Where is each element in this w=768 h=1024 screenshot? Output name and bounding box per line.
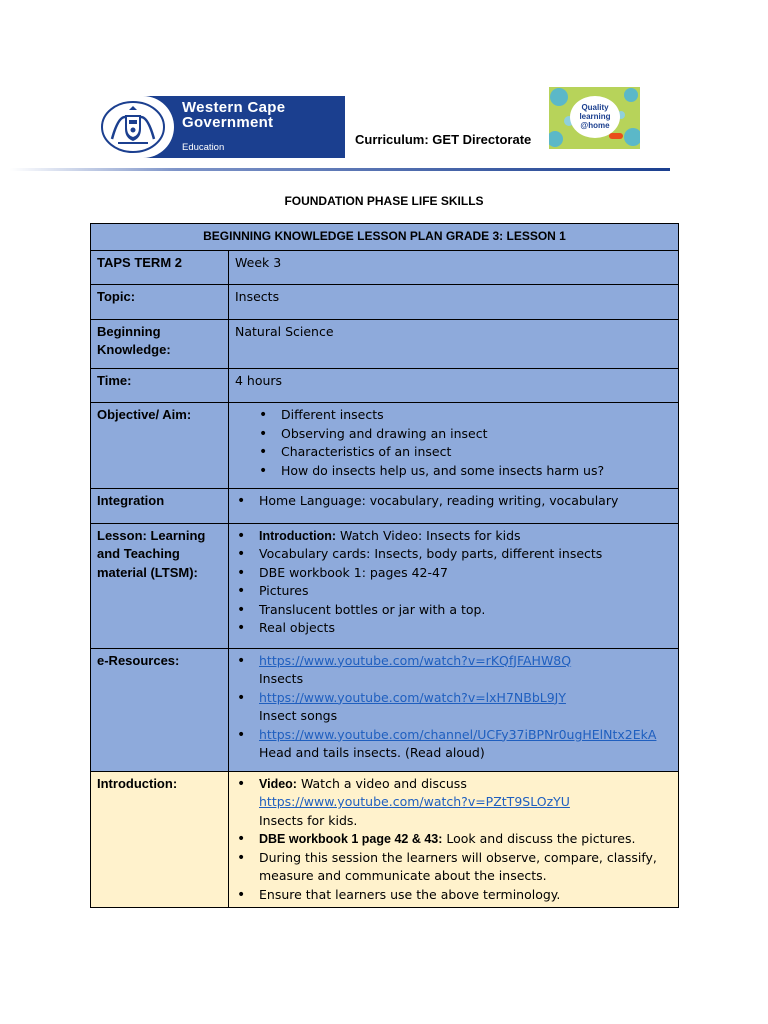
logo-text	[182, 100, 285, 153]
integration-label: Integration	[91, 489, 229, 524]
eresource-link[interactable]: https://www.youtube.com/channel/UCFy37iBPNr0ugHElNtx2EkA	[259, 726, 657, 742]
beginning-knowledge-label: Beginning Knowledge:	[91, 319, 229, 368]
list-item: • Different insects	[235, 406, 672, 425]
time-label: Time:	[91, 368, 229, 403]
eresources-list	[235, 652, 672, 763]
eresource-link[interactable]: https://www.youtube.com/watch?v=lxH7NBbL9JY	[259, 689, 567, 705]
ql-logo-line3: @home	[580, 121, 610, 130]
eresource-caption: Head and tails insects. (Read aloud)	[259, 745, 485, 760]
intro-video-bold: Video:	[259, 776, 297, 791]
list-item: • Observing and drawing an insect	[235, 425, 672, 444]
coat-of-arms-icon	[94, 96, 174, 158]
eresource-link[interactable]: https://www.youtube.com/watch?v=rKQfJFAHW8Q	[259, 652, 572, 668]
ql-logo-line2: learning	[579, 112, 611, 121]
table-row	[91, 523, 679, 648]
topic-value: Insects	[229, 285, 679, 320]
list-item: • Ensure that learners use the above terminology.	[235, 886, 672, 905]
ql-logo-line1: Quality	[581, 103, 609, 112]
lesson-plan-table	[90, 223, 679, 908]
table-row	[91, 403, 679, 489]
table-row	[91, 648, 679, 771]
logo-name-line2: Government	[182, 114, 274, 131]
topic-label: Topic:	[91, 285, 229, 320]
objective-label: Objective/ Aim:	[91, 403, 229, 489]
eresource-caption: Insect songs	[259, 708, 338, 723]
ltsm-intro-bold: Introduction:	[259, 528, 337, 543]
eresources-label: e-Resources:	[91, 648, 229, 771]
quality-learning-at-home-logo	[549, 87, 640, 149]
list-item: • Vocabulary cards: Insects, body parts, different insects	[235, 545, 672, 564]
objective-value	[229, 403, 679, 489]
list-item	[235, 775, 672, 831]
list-item: • Characteristics of an insect	[235, 443, 672, 462]
list-item	[235, 726, 672, 763]
list-item: • Translucent bottles or jar with a top.	[235, 601, 672, 620]
table-row	[91, 771, 679, 908]
table-heading: BEGINNING KNOWLEDGE LESSON PLAN GRADE 3: LESSON 1	[91, 224, 679, 251]
table-row	[91, 319, 679, 368]
list-item: • How do insects help us, and some insects harm us?	[235, 462, 672, 481]
eresource-caption: Insects	[259, 671, 304, 686]
table-row	[91, 285, 679, 320]
page-title: FOUNDATION PHASE LIFE SKILLS	[284, 194, 484, 208]
term-label: TAPS TERM 2	[91, 250, 229, 285]
beginning-knowledge-value: Natural Science	[229, 319, 679, 368]
list-item: • DBE workbook 1: pages 42-47	[235, 564, 672, 583]
ltsm-list	[235, 527, 672, 638]
curriculum-directorate: Curriculum: GET Directorate	[355, 132, 532, 147]
western-cape-government-logo	[94, 96, 345, 158]
logo-department: Education	[182, 142, 225, 153]
introduction-label: Introduction:	[91, 771, 229, 908]
table-row	[91, 489, 679, 524]
time-value: 4 hours	[229, 368, 679, 403]
logo-name-line1: Western Cape	[182, 99, 286, 116]
integration-value	[229, 489, 679, 524]
ltsm-label: Lesson: Learning and Teaching material (LTSM):	[91, 523, 229, 648]
introduction-list	[235, 775, 672, 905]
ltsm-intro-text: Watch Video: Insects for kids	[336, 527, 521, 543]
intro-workbook-text: Look and discuss the pictures.	[442, 831, 636, 846]
list-item: • During this session the learners will observe, compare, classify, measure and communicate about the insects.	[235, 849, 672, 886]
intro-workbook-bold: DBE workbook 1 page 42 & 43:	[259, 832, 443, 846]
table-row	[91, 368, 679, 403]
list-item	[235, 652, 672, 689]
list-item	[235, 830, 672, 849]
header-divider	[10, 168, 670, 171]
list-item: • Home Language: vocabulary, reading writing, vocabulary	[235, 492, 672, 511]
objective-list	[235, 406, 672, 480]
eresources-value	[229, 648, 679, 771]
integration-list	[235, 492, 672, 511]
intro-video-text: Watch a video and discuss	[296, 775, 467, 791]
intro-video-caption: Insects for kids.	[259, 812, 358, 828]
term-value: Week 3	[229, 250, 679, 285]
introduction-value	[229, 771, 679, 908]
list-item	[235, 527, 672, 546]
intro-video-link[interactable]: https://www.youtube.com/watch?v=PZtT9SLOzYU	[259, 794, 570, 809]
page-header	[0, 0, 768, 180]
list-item	[235, 689, 672, 726]
ltsm-value	[229, 523, 679, 648]
table-heading-row	[91, 224, 679, 251]
list-item: • Real objects	[235, 619, 672, 638]
list-item: • Pictures	[235, 582, 672, 601]
table-row	[91, 250, 679, 285]
